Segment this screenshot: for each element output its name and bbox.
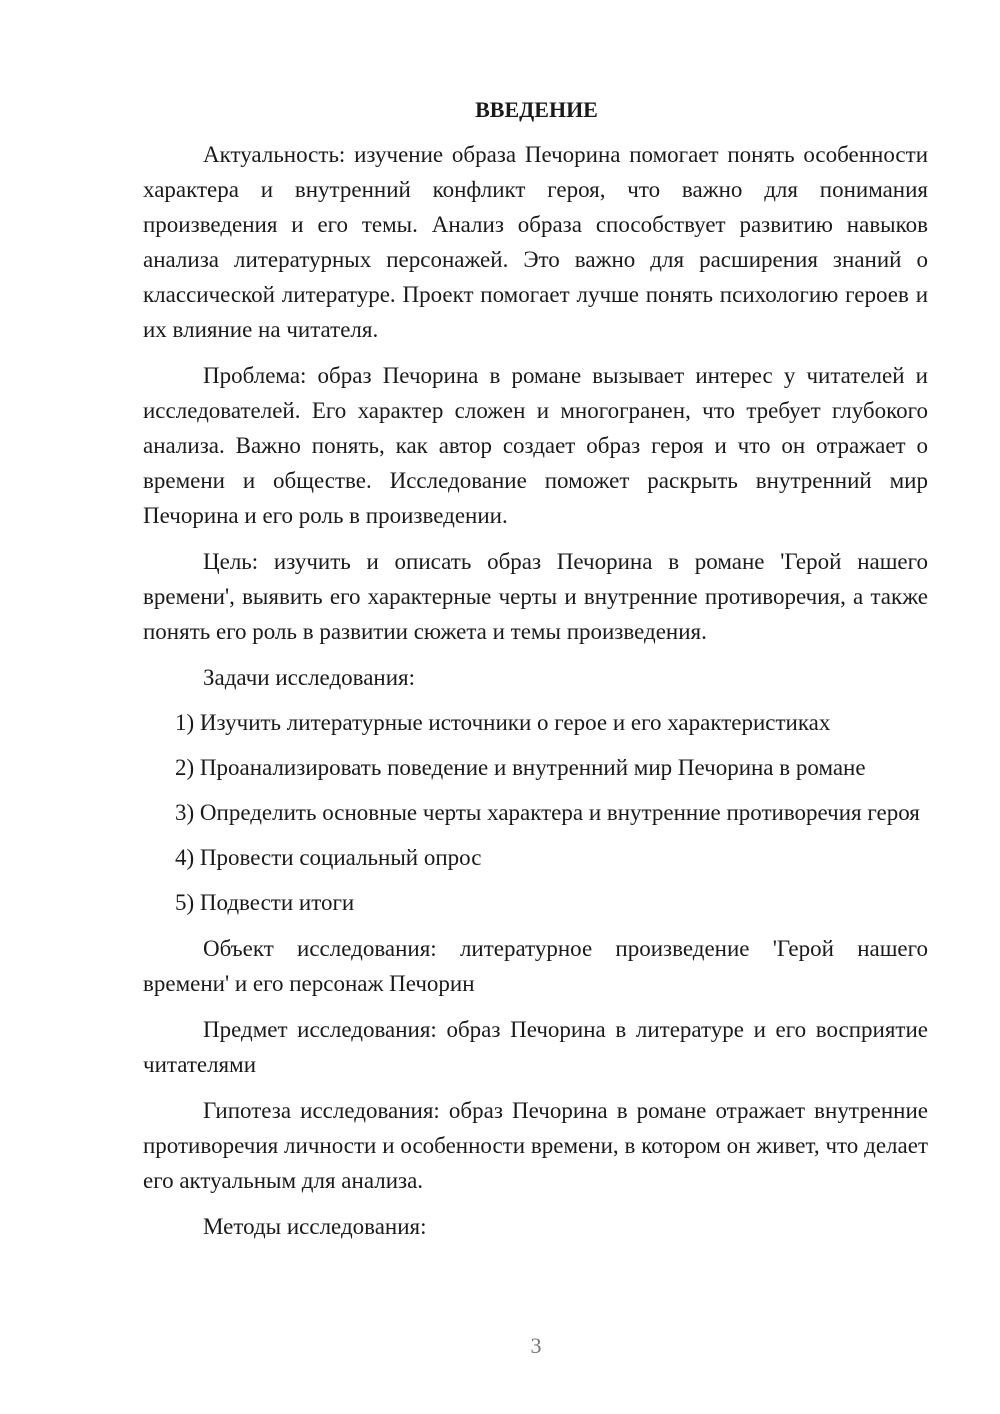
relevance-paragraph: Актуальность: изучение образа Печорина помогает понять особенности характера и внутренний конфликт героя, что важно для понимания произведения и его темы. Анализ образа способствует развитию навыков анализа литературных персонажей. Это важно для расширения знаний о классической литературе. Проект помогает лучше понять психологию героев и их влияние на читателя. [143, 142, 928, 342]
list-item: 4) Провести социальный опрос [175, 845, 482, 870]
list-item: 5) Подвести итоги [175, 890, 355, 915]
page-content [143, 92, 928, 1244]
problem-paragraph: Проблема: образ Печорина в романе вызывает интерес у читателей и исследователей. Его характер сложен и многогранен, что требует глубокого анализа. Важно понять, как автор создает образ героя и что он отражает о времени и обществе. Исследование поможет раскрыть внутренний мир Печорина и его роль в произведении. [143, 363, 928, 528]
object-paragraph: Объект исследования: литературное произведение 'Герой нашего времени' и его персонаж Печорин [143, 936, 928, 996]
list-item: 2) Проанализировать поведение и внутренний мир Печорина в романе [175, 755, 866, 780]
subject-paragraph: Предмет исследования: образ Печорина в литературе и его восприятие читателями [143, 1017, 928, 1077]
section-title: ВВЕДЕНИЕ [475, 97, 598, 122]
page-number: 3 [530, 1333, 542, 1358]
hypothesis-paragraph: Гипотеза исследования: образ Печорина в романе отражает внутренние противоречия личности и особенности времени, в котором он живет, что делает его актуальным для анализа. [143, 1098, 928, 1193]
goal-paragraph: Цель: изучить и описать образ Печорина в романе 'Герой нашего времени', выявить его характерные черты и внутренние противоречия, а также понять его роль в развитии сюжета и темы произведения. [143, 549, 928, 644]
tasks-list [143, 705, 928, 920]
tasks-heading: Задачи исследования: [203, 665, 416, 690]
methods-heading: Методы исследования: [203, 1214, 427, 1239]
list-item: 3) Определить основные черты характера и внутренние противоречия героя [175, 800, 920, 825]
list-item: 1) Изучить литературные источники о герое и его характеристиках [175, 710, 831, 735]
